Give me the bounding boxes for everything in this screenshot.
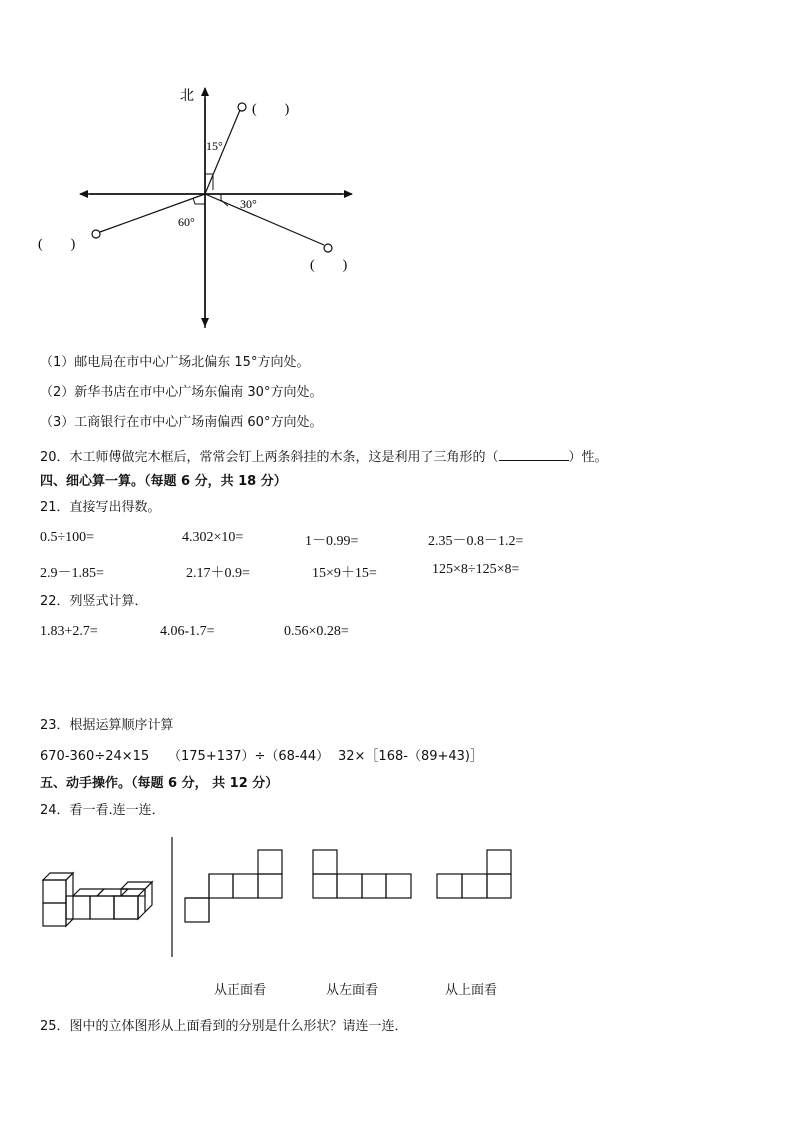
q21-r1-c3: 1－0.99= [305, 534, 359, 549]
q24-title: 24．看一看.连一连． [40, 803, 165, 818]
q20 [40, 448, 608, 466]
angle-30-label: 30° [240, 197, 257, 211]
angle-60-label: 60° [178, 215, 195, 229]
q21-r2-c2: 2.17＋0.9= [186, 566, 250, 581]
q22-item-2: 4.06-1.7= [160, 624, 215, 639]
q21-r2-c3: 15×9＋15= [312, 566, 377, 581]
q22-item-3: 0.56×0.28= [284, 624, 349, 639]
section-5-title: 五、动手操作。（每题 6 分， 共 12 分） [40, 776, 279, 791]
q21-r1-c4: 2.35－0.8－1.2= [428, 534, 524, 549]
q23-title: 23．根据运算顺序计算 [40, 718, 174, 733]
q19-item-1: （1）邮电局在市中心广场北偏东 15°方向处。 [40, 355, 310, 370]
view-figure-3 [437, 850, 511, 898]
q20-text-before: 20．木工师傅做完木框后，常常会钉上两条斜挂的木条，这是利用了三角形的（ [40, 450, 499, 465]
direction-diagram [30, 78, 370, 338]
q23-item-3: 32×［168-（89+43)］ [338, 749, 483, 764]
q21-r1-c2: 4.302×10= [182, 530, 244, 545]
label-left-view: 从左面看 [326, 983, 379, 998]
label-top-view: 从上面看 [445, 983, 498, 998]
view-figure-2 [313, 850, 411, 898]
label-front-view: 从正面看 [214, 983, 267, 998]
angle-15-label: 15° [206, 139, 223, 153]
q20-answer-blank[interactable] [499, 448, 569, 461]
q19-item-2: （2）新华书店在市中心广场东偏南 30°方向处。 [40, 385, 323, 400]
q21-r1-c1: 0.5÷100= [40, 530, 95, 545]
q23-item-1: 670-360÷24×15 [40, 749, 150, 764]
q21-r2-c4: 125×8÷125×8= [432, 562, 520, 577]
solid-figure [43, 873, 152, 926]
q22-item-1: 1.83+2.7= [40, 624, 98, 639]
q25-title: 25．图中的立体图形从上面看到的分别是什么形状？请连一连． [40, 1019, 408, 1034]
q23-item-2: （175+137）÷（68-44） [168, 749, 330, 764]
blank-bookstore: ( ) [310, 258, 348, 273]
section-4-title: 四、细心算一算。（每题 6 分，共 18 分） [40, 474, 287, 489]
q24-figures [40, 835, 520, 965]
north-label: 北 [180, 89, 194, 104]
q21-title: 21．直接写出得数。 [40, 500, 161, 515]
q20-text-after: ）性。 [568, 450, 608, 465]
blank-bank: ( ) [38, 237, 76, 252]
q21-r2-c1: 2.9－1.85= [40, 566, 104, 581]
q19-item-3: （3）工商银行在市中心广场南偏西 60°方向处。 [40, 415, 323, 430]
blank-post-office: ( ) [252, 102, 290, 117]
q22-title: 22．列竖式计算． [40, 594, 148, 609]
view-figure-1 [185, 850, 282, 922]
